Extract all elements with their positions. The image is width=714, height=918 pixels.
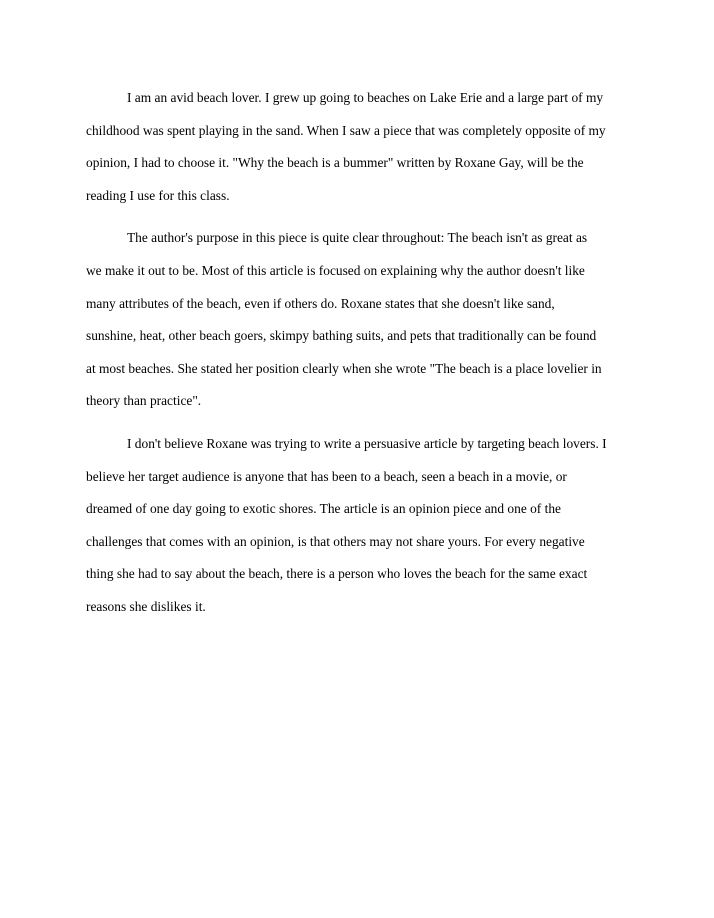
text-line: theory than practice".	[86, 393, 202, 409]
text-line: sunshine, heat, other beach goers, skimpy bathing suits, and pets that traditionally can be found	[86, 328, 597, 344]
text-line: childhood was spent playing in the sand. When I saw a piece that was completely opposite of my	[86, 122, 606, 138]
text-line: The author's purpose in this piece is quite clear throughout: The beach isn't as great as	[127, 230, 588, 246]
text-line: dreamed of one day going to exotic shores. The article is an opinion piece and one of the	[86, 501, 561, 517]
text-line: challenges that comes with an opinion, is that others may not share yours. For every negative	[86, 533, 585, 549]
document-body	[86, 82, 638, 634]
text-line: reasons she dislikes it.	[86, 598, 206, 614]
text-line: reading I use for this class.	[86, 187, 230, 203]
paragraph-2	[86, 222, 638, 418]
text-line: many attributes of the beach, even if others do. Roxane states that she doesn't like sand,	[86, 295, 555, 311]
text-line: we make it out to be. Most of this article is focused on explaining why the author doesn't like	[86, 262, 585, 278]
text-line: thing she had to say about the beach, there is a person who loves the beach for the same exact	[86, 566, 588, 582]
text-line: believe her target audience is anyone that has been to a beach, seen a beach in a movie, or	[86, 468, 567, 484]
text-line: at most beaches. She stated her position clearly when she wrote "The beach is a place lovelier in	[86, 360, 602, 376]
text-line: opinion, I had to choose it. "Why the beach is a bummer" written by Roxane Gay, will be the	[86, 155, 584, 171]
text-line: I don't believe Roxane was trying to write a persuasive article by targeting beach lovers. I	[127, 435, 607, 451]
paragraph-1	[86, 82, 638, 212]
text-line: I am an avid beach lover. I grew up going to beaches on Lake Erie and a large part of my	[127, 90, 604, 105]
paragraph-3	[86, 428, 638, 624]
